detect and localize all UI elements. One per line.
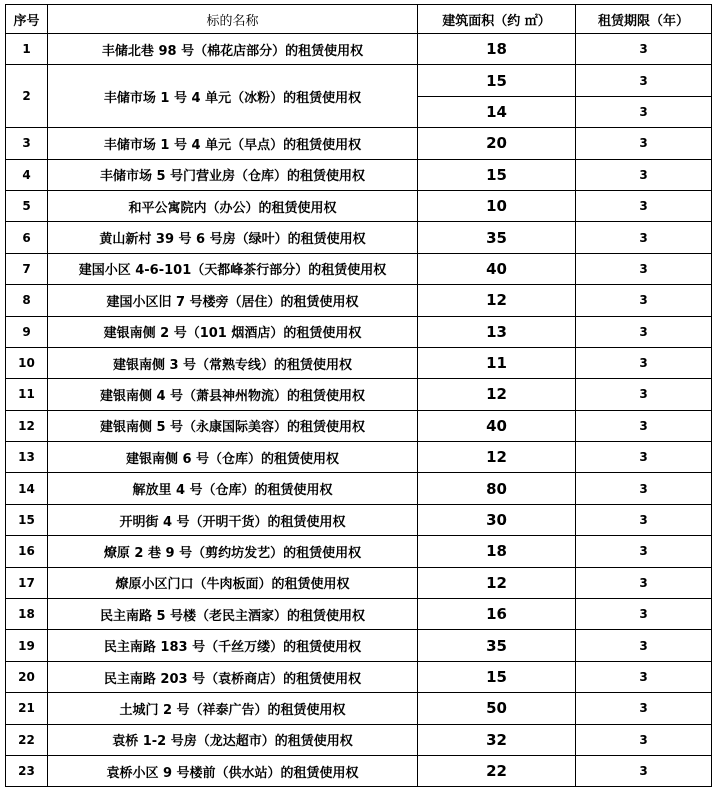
row-index: 4 — [6, 159, 48, 190]
row-index: 6 — [6, 222, 48, 253]
row-index: 11 — [6, 379, 48, 410]
row-name: 丰储市场 1 号 4 单元（冰粉）的租赁使用权 — [48, 65, 418, 128]
row-name: 土城门 2 号（祥泰广告）的租赁使用权 — [48, 693, 418, 724]
row-name: 解放里 4 号（仓库）的租赁使用权 — [48, 473, 418, 504]
row-term: 3 — [576, 347, 712, 378]
table-row — [6, 159, 712, 190]
row-term: 3 — [576, 379, 712, 410]
row-area: 14 — [418, 96, 576, 127]
table-row — [6, 567, 712, 598]
row-area: 12 — [418, 285, 576, 316]
row-index: 10 — [6, 347, 48, 378]
row-index: 17 — [6, 567, 48, 598]
row-term: 3 — [576, 253, 712, 284]
lease-table-container — [5, 4, 712, 787]
row-area: 80 — [418, 473, 576, 504]
row-name: 建银南侧 5 号（永康国际美容）的租赁使用权 — [48, 410, 418, 441]
row-area: 15 — [418, 65, 576, 96]
row-term: 3 — [576, 316, 712, 347]
row-index: 19 — [6, 630, 48, 661]
table-row — [6, 379, 712, 410]
row-name: 袁桥小区 9 号楼前（供水站）的租赁使用权 — [48, 755, 418, 786]
row-index: 22 — [6, 724, 48, 755]
row-term: 3 — [576, 661, 712, 692]
row-name: 民主南路 203 号（袁桥商店）的租赁使用权 — [48, 661, 418, 692]
row-index: 20 — [6, 661, 48, 692]
row-index: 2 — [6, 65, 48, 128]
row-area: 15 — [418, 661, 576, 692]
row-index: 3 — [6, 128, 48, 159]
row-term: 3 — [576, 65, 712, 96]
table-row — [6, 536, 712, 567]
row-term: 3 — [576, 693, 712, 724]
row-area: 40 — [418, 410, 576, 441]
table-row — [6, 630, 712, 661]
table-row — [6, 599, 712, 630]
table-row — [6, 504, 712, 535]
table-row — [6, 661, 712, 692]
row-term: 3 — [576, 190, 712, 221]
table-row — [6, 473, 712, 504]
row-term: 3 — [576, 567, 712, 598]
table-row — [6, 65, 712, 96]
row-index: 8 — [6, 285, 48, 316]
row-name: 建银南侧 3 号（常熟专线）的租赁使用权 — [48, 347, 418, 378]
row-name: 民主南路 183 号（千丝万缕）的租赁使用权 — [48, 630, 418, 661]
row-name: 丰储市场 5 号门营业房（仓库）的租赁使用权 — [48, 159, 418, 190]
row-name: 建银南侧 4 号（萧县神州物流）的租赁使用权 — [48, 379, 418, 410]
row-area: 35 — [418, 630, 576, 661]
table-row — [6, 410, 712, 441]
table-row — [6, 693, 712, 724]
table-row — [6, 253, 712, 284]
row-area: 13 — [418, 316, 576, 347]
table-row — [6, 222, 712, 253]
row-area: 50 — [418, 693, 576, 724]
row-area: 22 — [418, 755, 576, 786]
row-area: 12 — [418, 567, 576, 598]
row-area: 30 — [418, 504, 576, 535]
row-index: 18 — [6, 599, 48, 630]
row-name: 建银南侧 6 号（仓库）的租赁使用权 — [48, 442, 418, 473]
row-name: 建国小区旧 7 号楼旁（居住）的租赁使用权 — [48, 285, 418, 316]
row-name: 袁桥 1-2 号房（龙达超市）的租赁使用权 — [48, 724, 418, 755]
row-term: 3 — [576, 599, 712, 630]
row-area: 20 — [418, 128, 576, 159]
row-term: 3 — [576, 285, 712, 316]
row-index: 1 — [6, 34, 48, 65]
row-term: 3 — [576, 159, 712, 190]
row-name: 建银南侧 2 号（101 烟酒店）的租赁使用权 — [48, 316, 418, 347]
row-index: 12 — [6, 410, 48, 441]
header-term: 租赁期限（年） — [576, 5, 712, 34]
row-name: 黄山新村 39 号 6 号房（绿叶）的租赁使用权 — [48, 222, 418, 253]
row-area: 18 — [418, 34, 576, 65]
row-term: 3 — [576, 630, 712, 661]
row-index: 5 — [6, 190, 48, 221]
table-row — [6, 724, 712, 755]
row-name: 开明街 4 号（开明干货）的租赁使用权 — [48, 504, 418, 535]
row-area: 10 — [418, 190, 576, 221]
row-term: 3 — [576, 504, 712, 535]
table-row — [6, 316, 712, 347]
table-row — [6, 347, 712, 378]
table-row — [6, 755, 712, 786]
row-term: 3 — [576, 96, 712, 127]
row-area: 11 — [418, 347, 576, 378]
row-area: 16 — [418, 599, 576, 630]
row-area: 18 — [418, 536, 576, 567]
row-area: 15 — [418, 159, 576, 190]
row-name: 和平公寓院内（办公）的租赁使用权 — [48, 190, 418, 221]
row-term: 3 — [576, 410, 712, 441]
row-area: 12 — [418, 442, 576, 473]
row-index: 7 — [6, 253, 48, 284]
row-term: 3 — [576, 222, 712, 253]
lease-table — [5, 4, 712, 787]
header-area: 建筑面积（约 ㎡） — [418, 5, 576, 34]
row-term: 3 — [576, 128, 712, 159]
table-row — [6, 34, 712, 65]
row-term: 3 — [576, 34, 712, 65]
row-index: 23 — [6, 755, 48, 786]
row-name: 燎原 2 巷 9 号（剪约坊发艺）的租赁使用权 — [48, 536, 418, 567]
row-index: 21 — [6, 693, 48, 724]
table-row — [6, 285, 712, 316]
row-name: 丰储北巷 98 号（棉花店部分）的租赁使用权 — [48, 34, 418, 65]
row-term: 3 — [576, 724, 712, 755]
row-term: 3 — [576, 473, 712, 504]
row-name: 建国小区 4-6-101（天都峰茶行部分）的租赁使用权 — [48, 253, 418, 284]
row-area: 40 — [418, 253, 576, 284]
row-area: 12 — [418, 379, 576, 410]
row-index: 16 — [6, 536, 48, 567]
row-area: 35 — [418, 222, 576, 253]
row-index: 14 — [6, 473, 48, 504]
table-row — [6, 128, 712, 159]
row-name: 民主南路 5 号楼（老民主酒家）的租赁使用权 — [48, 599, 418, 630]
row-term: 3 — [576, 442, 712, 473]
row-name: 燎原小区门口（牛肉板面）的租赁使用权 — [48, 567, 418, 598]
header-index: 序号 — [6, 5, 48, 34]
header-name: 标的名称 — [48, 5, 418, 34]
row-term: 3 — [576, 536, 712, 567]
row-area: 32 — [418, 724, 576, 755]
table-row — [6, 442, 712, 473]
row-index: 9 — [6, 316, 48, 347]
row-term: 3 — [576, 755, 712, 786]
table-row — [6, 190, 712, 221]
row-name: 丰储市场 1 号 4 单元（早点）的租赁使用权 — [48, 128, 418, 159]
row-index: 15 — [6, 504, 48, 535]
header-row — [6, 5, 712, 34]
row-index: 13 — [6, 442, 48, 473]
